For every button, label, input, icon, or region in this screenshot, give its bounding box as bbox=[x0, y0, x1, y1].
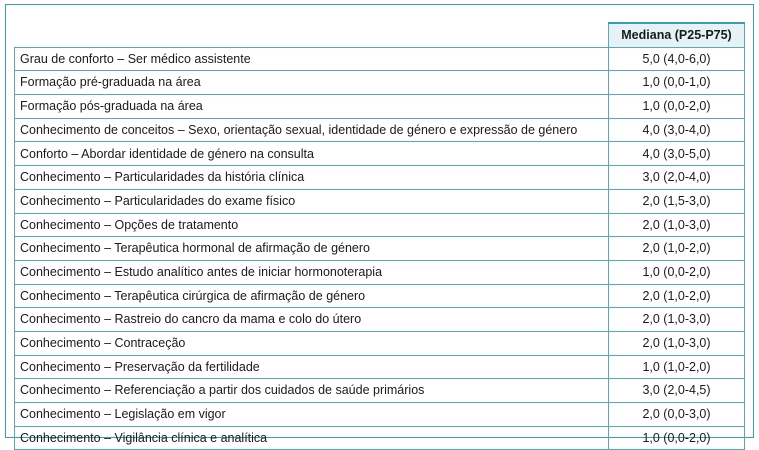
table-row bbox=[15, 308, 745, 332]
row-value: 1,0 (0,0-2,0) bbox=[609, 95, 745, 119]
table-row bbox=[15, 379, 745, 403]
table-row bbox=[15, 355, 745, 379]
row-label: Conhecimento – Estudo analítico antes de iniciar hormonoterapia bbox=[15, 260, 609, 284]
row-label: Formação pós-graduada na área bbox=[15, 95, 609, 119]
table-row bbox=[15, 95, 745, 119]
table-row bbox=[15, 47, 745, 71]
row-label: Grau de conforto – Ser médico assistente bbox=[15, 47, 609, 71]
row-value: 4,0 (3,0-5,0) bbox=[609, 142, 745, 166]
row-label: Conhecimento – Rastreio do cancro da mama e colo do útero bbox=[15, 308, 609, 332]
row-value: 2,0 (1,5-3,0) bbox=[609, 189, 745, 213]
table-row bbox=[15, 142, 745, 166]
row-value: 2,0 (1,0-2,0) bbox=[609, 284, 745, 308]
row-value: 2,0 (1,0-3,0) bbox=[609, 331, 745, 355]
row-label: Conhecimento de conceitos – Sexo, orientação sexual, identidade de género e expressão de género bbox=[15, 118, 609, 142]
row-label: Conhecimento – Terapêutica hormonal de afirmação de género bbox=[15, 237, 609, 261]
row-label: Formação pré-graduada na área bbox=[15, 71, 609, 95]
row-value: 1,0 (1,0-2,0) bbox=[609, 355, 745, 379]
row-label: Conhecimento – Opções de tratamento bbox=[15, 213, 609, 237]
table-row bbox=[15, 237, 745, 261]
table-row bbox=[15, 284, 745, 308]
table-row bbox=[15, 260, 745, 284]
row-label: Conforto – Abordar identidade de género na consulta bbox=[15, 142, 609, 166]
row-label: Conhecimento – Particularidades do exame físico bbox=[15, 189, 609, 213]
table-row bbox=[15, 426, 745, 450]
row-label: Conhecimento – Legislação em vigor bbox=[15, 403, 609, 427]
table-header-row bbox=[15, 23, 745, 47]
row-value: 3,0 (2,0-4,5) bbox=[609, 379, 745, 403]
row-value: 3,0 (2,0-4,0) bbox=[609, 166, 745, 190]
table-row bbox=[15, 403, 745, 427]
row-value: 4,0 (3,0-4,0) bbox=[609, 118, 745, 142]
row-value: 2,0 (0,0-3,0) bbox=[609, 403, 745, 427]
table-row bbox=[15, 331, 745, 355]
table-row bbox=[15, 213, 745, 237]
header-label-cell bbox=[15, 23, 609, 47]
row-value: 2,0 (1,0-3,0) bbox=[609, 213, 745, 237]
row-label: Conhecimento – Vigilância clínica e analítica bbox=[15, 426, 609, 450]
row-value: 2,0 (1,0-3,0) bbox=[609, 308, 745, 332]
table-body bbox=[15, 47, 745, 450]
row-label: Conhecimento – Particularidades da história clínica bbox=[15, 166, 609, 190]
table-row bbox=[15, 71, 745, 95]
table-row bbox=[15, 166, 745, 190]
row-label: Conhecimento – Referenciação a partir dos cuidados de saúde primários bbox=[15, 379, 609, 403]
row-label: Conhecimento – Preservação da fertilidade bbox=[15, 355, 609, 379]
row-value: 1,0 (0,0-1,0) bbox=[609, 71, 745, 95]
results-table bbox=[14, 22, 745, 450]
row-label: Conhecimento – Contraceção bbox=[15, 331, 609, 355]
row-value: 1,0 (0,0-2,0) bbox=[609, 260, 745, 284]
row-label: Conhecimento – Terapêutica cirúrgica de afirmação de género bbox=[15, 284, 609, 308]
row-value: 1,0 (0,0-2,0) bbox=[609, 426, 745, 450]
table-row bbox=[15, 118, 745, 142]
row-value: 2,0 (1,0-2,0) bbox=[609, 237, 745, 261]
row-value: 5,0 (4,0-6,0) bbox=[609, 47, 745, 71]
table-row bbox=[15, 189, 745, 213]
header-median-cell: Mediana (P25-P75) bbox=[609, 23, 745, 47]
